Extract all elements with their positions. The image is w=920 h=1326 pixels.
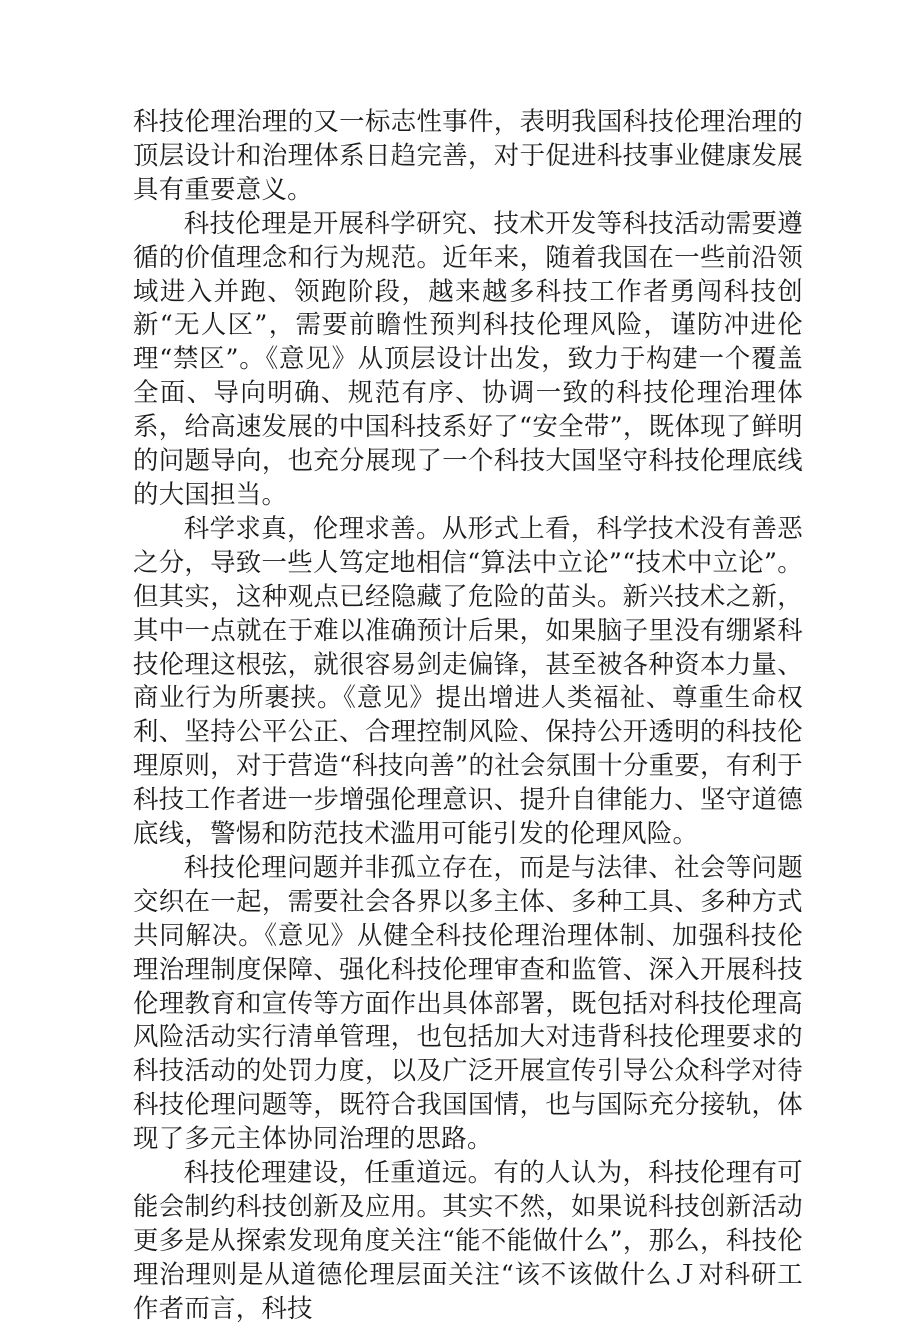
paragraph-2: 科技伦理是开展科学研究、技术开发等科技活动需要遵循的价值理念和行为规范。近年来，随着我国在一些前沿领域进入并跑、领跑阶段，越来越多科技工作者勇闯科技创新“无人区”，需要前瞻性预判科技伦理风险，谨防冲进伦理“禁区”。《意见》从顶层设计出发，致力于构建一个覆盖全面、导向明确、规范有序、协调一致的科技伦理治理体系，给高速发展的中国科技系好了“安全带”，既体现了鲜明的问题导向，也充分展现了一个科技大国坚守科技伦理底线的大国担当。 <box>133 207 803 509</box>
paragraph-1: 科技伦理治理的又一标志性事件，表明我国科技伦理治理的顶层设计和治理体系日趋完善，对于促进科技事业健康发展具有重要意义。 <box>133 106 803 204</box>
article-body <box>133 105 803 1326</box>
paragraph-4: 科技伦理问题并非孤立存在，而是与法律、社会等问题交织在一起，需要社会各界以多主体、多种工具、多种方式共同解决。《意见》从健全科技伦理治理体制、加强科技伦理治理制度保障、强化科技伦理审查和监管、深入开展科技伦理教育和宣传等方面作出具体部署，既包括对科技伦理高风险活动实行清单管理，也包括加大对违背科技伦理要求的科技活动的处罚力度，以及广泛开展宣传引导公众科学对待科技伦理问题等，既符合我国国情，也与国际充分接轨，体现了多元主体协同治理的思路。 <box>133 851 803 1154</box>
paragraph-3: 科学求真，伦理求善。从形式上看，科学技术没有善恶之分，导致一些人笃定地相信“算法中立论”“技术中立论”。但其实，这种观点已经隐藏了危险的苗头。新兴技术之新，其中一点就在于难以准确预计后果，如果脑子里没有绷紧科技伦理这根弦，就很容易剑走偏锋，甚至被各种资本力量、商业行为所裹挟。《意见》提出增进人类福祉、尊重生命权利、坚持公平公正、合理控制风险、保持公开透明的科技伦理原则，对于营造“科技向善”的社会氛围十分重要，有利于科技工作者进一步增强伦理意识、提升自律能力、坚守道德底线，警惕和防范技术滥用可能引发的伦理风险。 <box>133 512 803 849</box>
paragraph-5: 科技伦理建设，任重道远。有的人认为，科技伦理有可能会制约科技创新及应用。其实不然，如果说科技创新活动更多是从探索发现角度关注“能不能做什么”，那么，科技伦理治理则是从道德伦理层面关注“该不该做什么Ｊ对科研工作者而言，科技 <box>133 1157 803 1323</box>
